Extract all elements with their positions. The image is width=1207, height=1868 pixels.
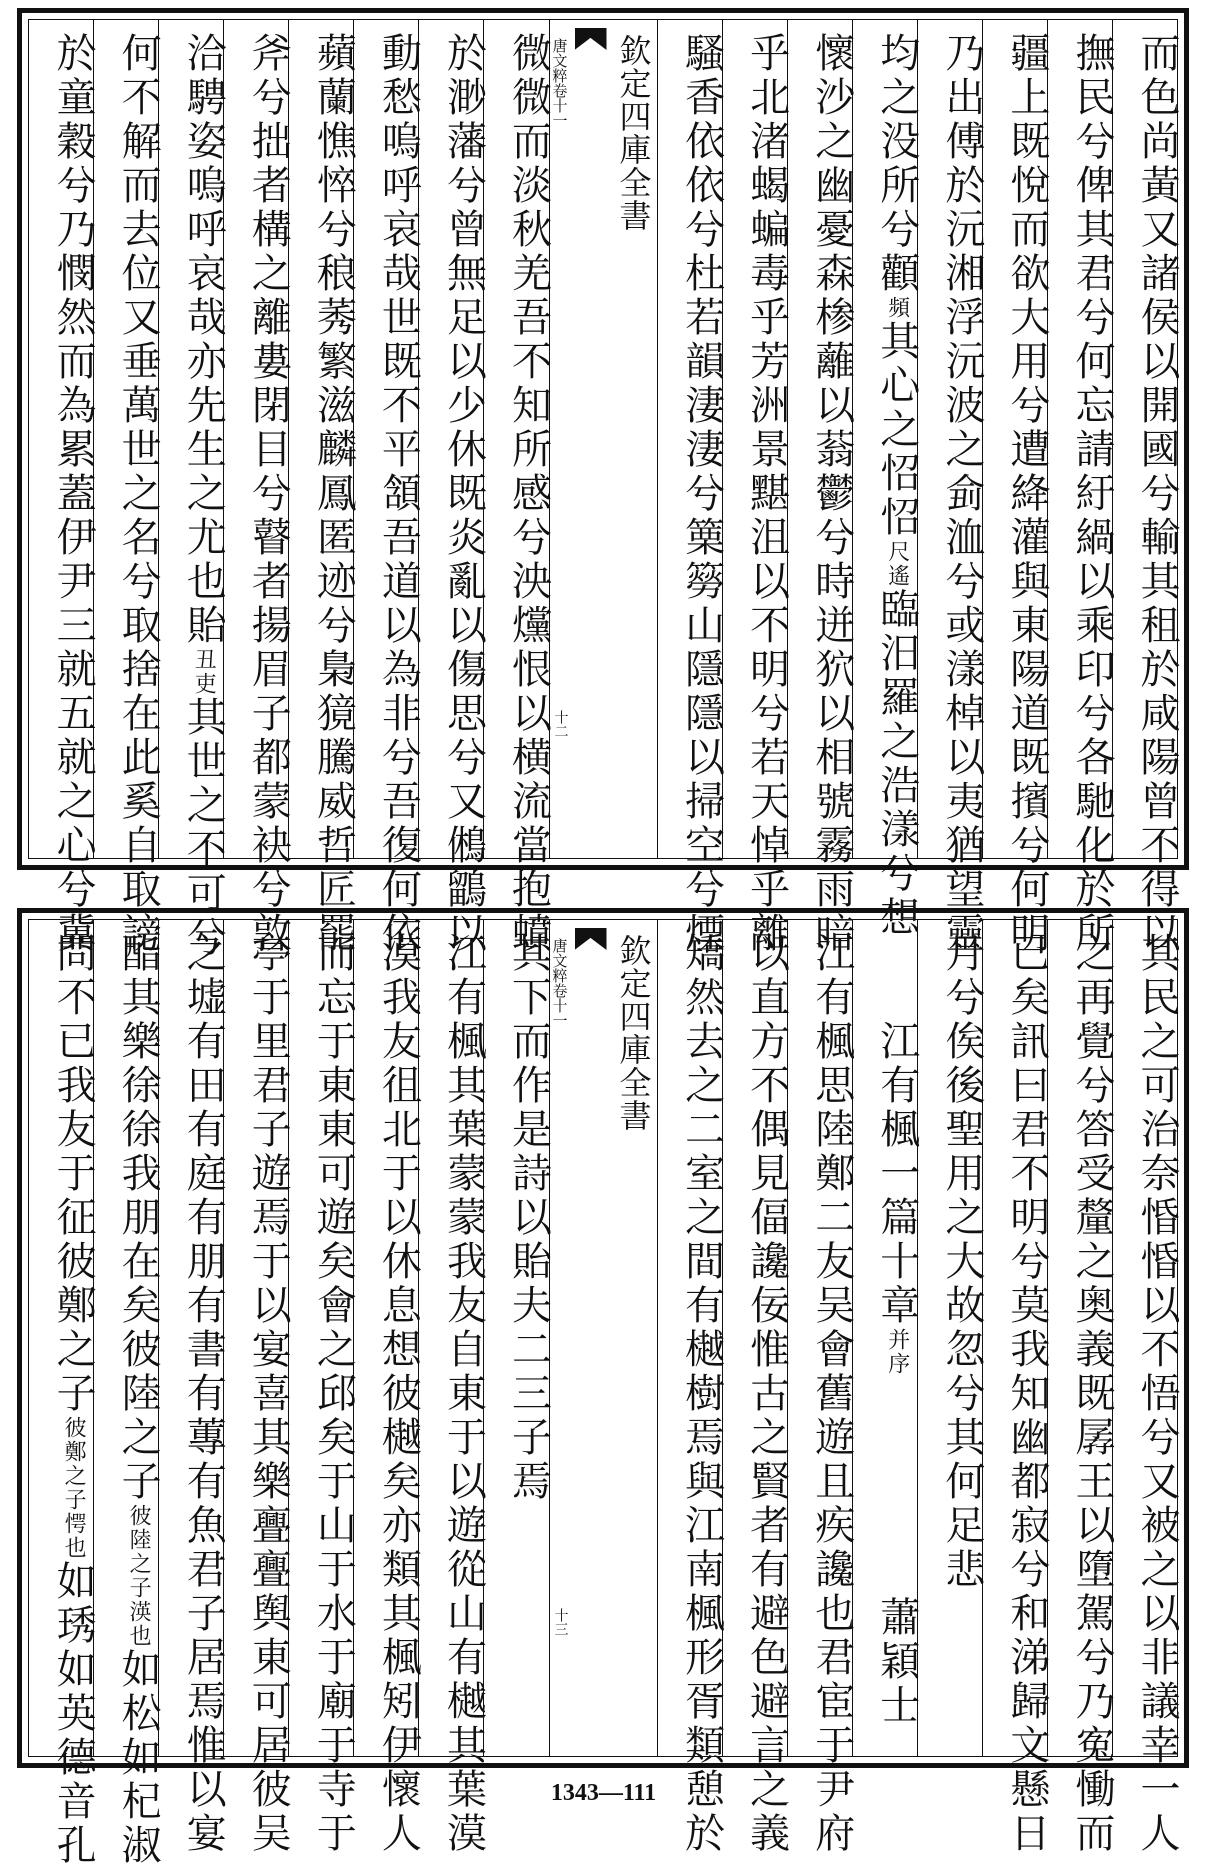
annotation: 并序 (884, 1328, 910, 1376)
annotation: 丑吏 (191, 648, 217, 696)
text-column: 動愁嗚呼哀哉世既不平頷吾道以為非兮吾復何依 (353, 20, 418, 858)
text-column: 矯然去之二室之間有樾樹焉與江南楓形胥類憩於 (657, 920, 722, 1756)
fish-tail-mark-icon (575, 28, 607, 50)
text-column: 疆上既悅而欲大用兮遭絳灌與東陽道既擯兮何明 (982, 20, 1047, 858)
poem-title: 江有楓一篇十章 (873, 1020, 920, 1328)
text-column: 乃出傅於沅湘浮沅波之侴洫兮或漾棹以夷猶望靈 (917, 20, 982, 858)
text-column: 已矣訊曰君不明兮莫我知幽都寂兮和涕歸文懸日 (982, 920, 1047, 1756)
text-column: 問不已我友于征彼鄭之子彼鄭之子愕也如琇如英德音孔 (50, 932, 97, 1868)
page-number: 十二 (552, 710, 569, 738)
text-columns (29, 20, 1180, 960)
page-top (17, 8, 1189, 960)
text-column: 以直方不偶見偪讒佞惟古之賢者有避色避言之義 (722, 920, 787, 1756)
text-column: 均之没所兮顴頻其心之怊怊尺遙臨汨羅之浩漾兮想 (852, 20, 917, 858)
text-column: 其下而作是詩以貽夫二三子焉 (483, 920, 548, 1756)
text-column: 懷沙之幽憂森椮蘺以蓊鬱兮時迸狖以相號霧雨暗 (787, 20, 852, 858)
text-column: 斧兮拙者構之離婁閉目兮瞽者揚眉子都蒙袂兮敦 (223, 20, 288, 858)
text-column: 何不解而去位又垂萬世之名兮取捨在此奚自取謗 (93, 20, 158, 858)
text-column: 騷香依依兮杜若韻淒淒兮篥簩山隱隱以掃空兮煙 (657, 20, 722, 858)
author-name: 蕭穎士 (873, 1596, 920, 1728)
annotation: 頻 (884, 296, 910, 320)
annotation: 尺遙 (884, 540, 910, 588)
text-column: 月兮俟後聖用之大故忽兮其何足悲 (917, 920, 982, 1756)
series-title: 欽定四庫全書 (614, 34, 653, 232)
text-column: 亭于里君子遊焉于以宴喜其樂亹亹舆東可居彼吴 (223, 920, 288, 1756)
center-strip (549, 20, 657, 858)
text-column: 而色尚黃又諸侯以開國兮輸其租於咸陽曾不得以 (1112, 20, 1177, 858)
page-footer-number: 1343—111 (550, 1780, 657, 1806)
text-column: 撫民兮俾其君兮何忘請紆緺以乘印兮各馳化於所 (1047, 20, 1112, 858)
fish-tail-mark-icon (575, 928, 607, 950)
volume-label: 唐文粹卷十一 (550, 38, 569, 128)
volume-label: 唐文粹卷十一 (550, 938, 569, 1028)
text-column: 江有楓思陸鄭二友吴會舊遊且疾讒也君宦于尹府 (787, 920, 852, 1756)
text-column: 其民之可治奈惛惛以不悟兮又被之以非議幸一人 (1112, 920, 1177, 1756)
text-column: 微微而淡秋羌吾不知所感兮泱爣恨以横流當抱蟦 (483, 20, 548, 858)
text-column: 於童穀兮乃憫然而為累蓋伊尹三就五就之心兮冀 (50, 32, 97, 956)
page-frame (28, 19, 1180, 960)
center-strip (549, 920, 657, 1756)
series-title: 欽定四庫全書 (614, 934, 653, 1132)
text-column: 於渺藩兮曾無足以少休既炎亂以傷思兮又鵂鶹以 (418, 20, 483, 858)
text-column: 漠我友徂北于以休息想彼樾矣亦類其楓矧伊懷人 (353, 920, 418, 1756)
page-number: 十三 (552, 1608, 569, 1636)
text-column: 洽騁姿嗚呼哀哉亦先生之尤也貽丑吏其世之不可兮 (158, 20, 223, 858)
text-column: 酯其樂徐徐我朋在矣彼陸之子彼陸之子渶也如松如杞淑 (93, 920, 158, 1756)
poem-title-column (852, 920, 920, 1756)
text-column: 乎北渚蝎蝙毒乎芳洲景黮沮以不明兮若天悼乎離 (722, 20, 787, 858)
annotation: 彼鄭之子愕也 (61, 1416, 87, 1560)
text-column: 而忘于東東可遊矣會之邱矣于山于水于廟于寺于 (288, 920, 353, 1756)
text-column: 江有楓其葉蒙蒙我友自東于以遊從山有樾其葉漠 (418, 920, 483, 1756)
text-column: 蘋蘭憔悴兮稂莠繁滋麟鳳匿迹兮梟獍騰威哲匠罷 (288, 20, 353, 858)
annotation: 彼陸之子渶也 (126, 1504, 152, 1648)
text-column: 之墟有田有庭有朋有書有蓴有魚君子居焉惟以宴 (158, 920, 223, 1756)
text-column: 之再覺兮答受釐之奥義既孱王以墮駕兮乃寃慟而 (1047, 920, 1112, 1756)
